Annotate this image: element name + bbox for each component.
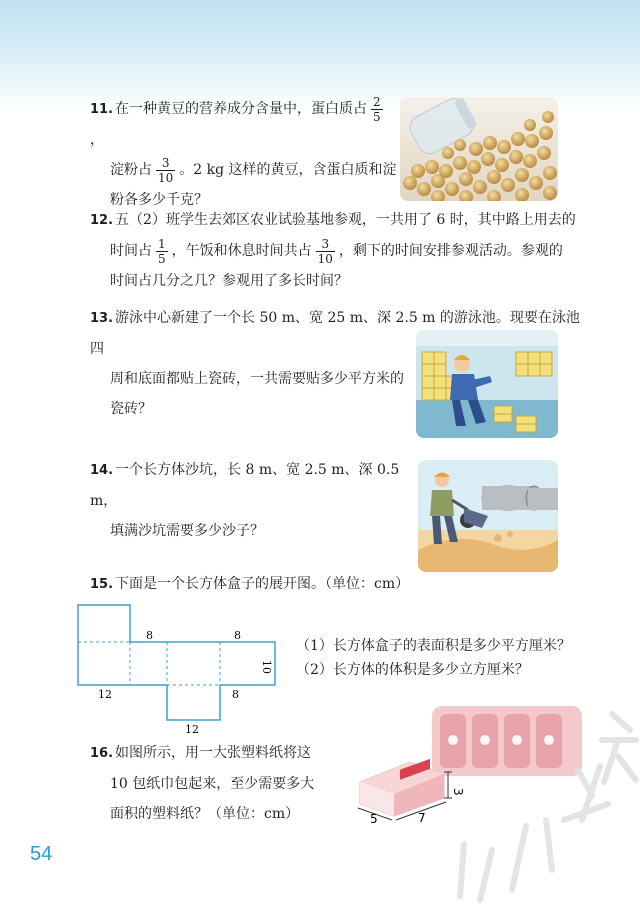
net-label-top-right-8: 8 bbox=[234, 629, 241, 642]
question-12-line-1: 12. 五（2）班学生去郊区农业试验基地参观，一共用了 6 时，其中路上用去的 bbox=[90, 212, 576, 228]
question-15 bbox=[90, 569, 590, 600]
net-label-right-10: 10 bbox=[260, 660, 273, 674]
question-16 bbox=[90, 738, 340, 829]
question-15-sub-1: （1）长方体盒子的表面积是多少平方厘米？ bbox=[296, 638, 571, 654]
soybeans-jar-photo-icon bbox=[400, 97, 558, 201]
question-11-line-1: 11. 在一种黄豆的营养成分含量中，蛋白质占 $\frac{2}{5}$ ， bbox=[90, 94, 381, 148]
page-number: 54 bbox=[30, 843, 53, 865]
question-11-line-2: 淀粉占 $\frac{3}{10}$ 。2 kg 这样的黄豆，含蛋白质和淀 bbox=[110, 155, 397, 185]
question-16-line-1: 16. 如图所示，用一大张塑料纸将这 bbox=[90, 745, 312, 761]
question-13-line-2: 周和底面都贴上瓷砖，一共需要贴多少平方米的 bbox=[110, 371, 404, 387]
question-16-line-2: 10 包纸巾包起来，至少需要多大 bbox=[110, 776, 315, 792]
question-14-line-2: 填满沙坑需要多少沙子？ bbox=[110, 523, 264, 539]
question-15-line-1: 15. 下面是一个长方体盒子的展开图。（单位：cm） bbox=[90, 576, 410, 592]
tiling-worker-illustration-icon bbox=[416, 330, 558, 438]
question-14-line-1: 14. 一个长方体沙坑，长 8 m、宽 2.5 m、深 0.5 m， bbox=[90, 462, 400, 509]
fraction-1-5: $\frac{1}{5}$ bbox=[158, 236, 166, 266]
question-12 bbox=[90, 205, 590, 296]
net-label-bottom-left-12: 12 bbox=[98, 688, 112, 701]
fraction-3-10: $\frac{3}{10}$ bbox=[317, 236, 333, 266]
question-12-number: 12. bbox=[90, 213, 114, 228]
question-15-sub-2: （2）长方体的体积是多少立方厘米？ bbox=[296, 662, 529, 678]
fraction-2-5: $\frac{2}{5}$ bbox=[373, 94, 381, 124]
box-net-diagram bbox=[70, 600, 280, 740]
question-12-line-3: 时间占几分之几？参观用了多长时间？ bbox=[110, 273, 348, 289]
question-14 bbox=[90, 455, 410, 546]
sand-worker-illustration-icon bbox=[418, 460, 558, 572]
question-16-line-3: 面积的塑料纸？（单位：cm） bbox=[110, 806, 300, 822]
watermark-logo bbox=[452, 700, 640, 904]
tissue-width-label: 5 bbox=[370, 812, 378, 826]
question-13-line-1: 13. 游泳中心新建了一个长 50 m、宽 25 m、深 2.5 m 的游泳池。现要在泳池四 bbox=[90, 310, 580, 357]
question-13-line-3: 瓷砖？ bbox=[110, 401, 152, 417]
question-16-number: 16. bbox=[90, 746, 114, 761]
tissue-length-label: 7 bbox=[418, 811, 426, 825]
net-label-top-left-8: 8 bbox=[146, 629, 153, 642]
question-14-number: 14. bbox=[90, 463, 114, 478]
tissue-height-label: 3 bbox=[451, 788, 465, 796]
question-11-line-3: 粉各多少千克？ bbox=[110, 192, 208, 208]
net-label-bottom-12: 12 bbox=[185, 723, 199, 736]
question-11-number: 11. bbox=[90, 102, 114, 117]
question-12-line-2: 时间占 $\frac{1}{5}$ ，午饭和休息时间共占 $\frac{3}{10}$ ，剩下的时间安排参观活动。参观的 bbox=[110, 236, 563, 266]
net-label-bottom-right-8: 8 bbox=[232, 688, 239, 701]
question-11 bbox=[90, 94, 400, 215]
fraction-3-10: $\frac{3}{10}$ bbox=[158, 155, 174, 185]
question-13-number: 13. bbox=[90, 311, 114, 326]
question-15-number: 15. bbox=[90, 577, 114, 592]
